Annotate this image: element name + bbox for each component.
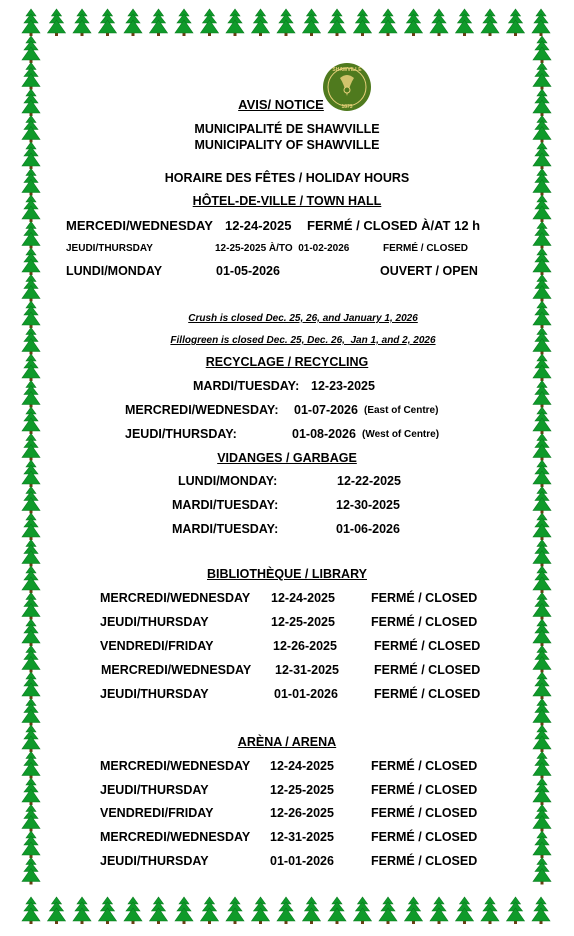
date-value: 12-24-2025: [271, 591, 335, 605]
town-hall-title: HÔTEL-DE-VILLE / TOWN HALL: [192, 194, 382, 208]
tree-icon: [405, 9, 423, 36]
tree-icon: [533, 699, 551, 726]
day-label: JEUDI/THURSDAY: [100, 783, 209, 797]
date-value: 12-25-2025: [271, 615, 335, 629]
day-label: JEUDI/THURSDAY: [66, 243, 153, 254]
status-value: FERMÉ / CLOSED: [383, 243, 469, 254]
day-label: MERCREDI/WEDNESDAY: [101, 663, 252, 677]
date-value: 12-31-2025: [270, 830, 334, 844]
tree-icon: [532, 897, 550, 924]
area-note: (West of Centre): [362, 429, 440, 440]
tree-icon: [150, 9, 168, 36]
tree-icon: [533, 275, 551, 302]
tree-icon: [481, 9, 499, 36]
status-value: FERMÉ / CLOSED: [371, 783, 478, 797]
tree-icon: [533, 407, 551, 434]
tree-icon: [201, 9, 219, 36]
date-value: 12-25-2025 À/TO 01-02-2026: [215, 243, 350, 254]
tree-icon: [22, 63, 40, 90]
day-label: MERCREDI/WEDNESDAY:: [125, 403, 279, 417]
tree-icon: [22, 513, 40, 540]
date-value: 01-07-2026: [294, 403, 358, 417]
tree-icon: [22, 381, 40, 408]
tree-icon: [22, 778, 40, 805]
status-value: FERMÉ / CLOSED: [371, 830, 478, 844]
tree-icon: [533, 646, 551, 673]
tree-icon: [22, 858, 40, 885]
tree-icon: [48, 9, 66, 36]
tree-icon: [507, 9, 525, 36]
date-value: 12-24-2025: [270, 759, 334, 773]
tree-icon: [533, 487, 551, 514]
status-value: FERMÉ / CLOSED: [371, 806, 478, 820]
status-value: OUVERT / OPEN: [380, 264, 478, 278]
garbage-title: VIDANGES / GARBAGE: [217, 451, 357, 465]
tree-icon: [533, 593, 551, 620]
tree-icon: [303, 9, 321, 36]
tree-icon: [405, 897, 423, 924]
tree-icon: [456, 9, 474, 36]
date-value: 01-01-2026: [270, 854, 334, 868]
tree-icon: [533, 63, 551, 90]
tree-icon: [533, 248, 551, 275]
tree-icon: [99, 9, 117, 36]
day-label: JEUDI/THURSDAY: [100, 615, 209, 629]
tree-icon: [379, 9, 397, 36]
tree-icon: [430, 897, 448, 924]
library-title: BIBLIOTHÈQUE / LIBRARY: [207, 567, 367, 581]
tree-icon: [226, 9, 244, 36]
date-value: 01-05-2026: [216, 264, 280, 278]
tree-icon: [252, 9, 270, 36]
date-value: 12-30-2025: [336, 498, 400, 512]
day-label: LUNDI/MONDAY: [66, 264, 163, 278]
tree-icon: [73, 897, 91, 924]
svg-text:1873: 1873: [341, 104, 353, 110]
area-note: (East of Centre): [364, 405, 439, 416]
day-label: LUNDI/MONDAY:: [178, 474, 278, 488]
tree-icon: [533, 805, 551, 832]
tree-icon: [226, 897, 244, 924]
tree-icon: [22, 222, 40, 249]
status-value: FERMÉ / CLOSED: [371, 591, 478, 605]
tree-icon: [533, 513, 551, 540]
date-value: 12-26-2025: [270, 806, 334, 820]
tree-icon: [507, 897, 525, 924]
day-label: MARDI/TUESDAY:: [172, 498, 279, 512]
notice-heading: AVIS/ NOTICE: [238, 97, 324, 112]
status-value: FERMÉ / CLOSED: [371, 759, 478, 773]
tree-icon: [73, 9, 91, 36]
tree-icon: [303, 897, 321, 924]
tree-icon: [533, 831, 551, 858]
tree-icon: [533, 858, 551, 885]
status-value: FERMÉ / CLOSED: [371, 615, 478, 629]
date-value: 12-24-2025: [225, 218, 292, 233]
tree-icon: [533, 540, 551, 567]
date-value: 01-01-2026: [274, 687, 338, 701]
tree-icon: [354, 9, 372, 36]
date-value: 01-08-2026: [292, 427, 356, 441]
date-value: 12-22-2025: [337, 474, 401, 488]
recycling-title: RECYCLAGE / RECYCLING: [205, 355, 369, 369]
status-value: FERMÉ / CLOSED À/AT 12 h: [307, 218, 481, 233]
tree-icon: [175, 897, 193, 924]
tree-icon: [22, 593, 40, 620]
tree-icon: [22, 752, 40, 779]
fillogreen-note: Fillogreen is closed Dec. 25, Dec. 26, Jan 1, and 2, 2026: [170, 335, 436, 346]
tree-icon: [124, 897, 142, 924]
tree-icon: [22, 699, 40, 726]
status-value: FERMÉ / CLOSED: [374, 663, 481, 677]
day-label: MERCREDI/WEDNESDAY: [100, 591, 251, 605]
municipality-en: MUNICIPALITY OF SHAWVILLE: [194, 138, 380, 152]
tree-icon: [533, 672, 551, 699]
tree-icon: [328, 897, 346, 924]
arena-title: ARÈNA / ARENA: [237, 735, 337, 749]
tree-icon: [328, 9, 346, 36]
tree-icon: [533, 752, 551, 779]
tree-icon: [456, 897, 474, 924]
date-value: 12-26-2025: [273, 639, 337, 653]
tree-icon: [481, 897, 499, 924]
day-label: VENDREDI/FRIDAY: [100, 639, 214, 653]
tree-icon: [533, 778, 551, 805]
tree-icon: [533, 381, 551, 408]
tree-icon: [22, 646, 40, 673]
tree-icon: [124, 9, 142, 36]
date-value: 01-06-2026: [336, 522, 400, 536]
day-label: MERCEDI/WEDNESDAY: [66, 218, 213, 233]
date-value: 12-25-2025: [270, 783, 334, 797]
tree-icon: [48, 897, 66, 924]
municipality-fr: MUNICIPALITÉ DE SHAWVILLE: [194, 122, 380, 136]
tree-icon: [22, 540, 40, 567]
tree-icon: [22, 275, 40, 302]
day-label: JEUDI/THURSDAY: [100, 687, 209, 701]
tree-icon: [150, 897, 168, 924]
tree-icon: [277, 897, 295, 924]
tree-icon: [533, 36, 551, 63]
tree-icon: [22, 619, 40, 646]
tree-icon: [22, 897, 40, 924]
status-value: FERMÉ / CLOSED: [374, 687, 481, 701]
tree-icon: [99, 897, 117, 924]
tree-icon: [22, 805, 40, 832]
tree-icon: [354, 897, 372, 924]
day-label: MERCREDI/WEDNESDAY: [100, 830, 251, 844]
holiday-hours-title: HORAIRE DES FÊTES / HOLIDAY HOURS: [164, 171, 410, 185]
tree-icon: [22, 9, 40, 36]
tree-icon: [252, 897, 270, 924]
day-label: MERCREDI/WEDNESDAY: [100, 759, 251, 773]
day-label: JEUDI/THURSDAY:: [125, 427, 237, 441]
tree-icon: [201, 897, 219, 924]
date-value: 12-23-2025: [311, 379, 375, 393]
tree-icon: [532, 9, 550, 36]
day-label: MARDI/TUESDAY:: [193, 379, 300, 393]
svg-text:SHAWVILLE: SHAWVILLE: [332, 67, 362, 73]
status-value: FERMÉ / CLOSED: [371, 854, 478, 868]
tree-icon: [533, 619, 551, 646]
crush-note: Crush is closed Dec. 25, 26, and January 1, 2026: [188, 313, 418, 324]
tree-icon: [175, 9, 193, 36]
day-label: MARDI/TUESDAY:: [172, 522, 279, 536]
tree-icon: [22, 831, 40, 858]
tree-icon: [22, 487, 40, 514]
tree-icon: [430, 9, 448, 36]
tree-icon: [22, 672, 40, 699]
tree-icon: [22, 36, 40, 63]
tree-icon: [533, 222, 551, 249]
tree-icon: [379, 897, 397, 924]
day-label: VENDREDI/FRIDAY: [100, 806, 214, 820]
day-label: JEUDI/THURSDAY: [100, 854, 209, 868]
tree-icon: [22, 407, 40, 434]
tree-icon: [277, 9, 295, 36]
status-value: FERMÉ / CLOSED: [374, 639, 481, 653]
tree-icon: [22, 248, 40, 275]
date-value: 12-31-2025: [275, 663, 339, 677]
